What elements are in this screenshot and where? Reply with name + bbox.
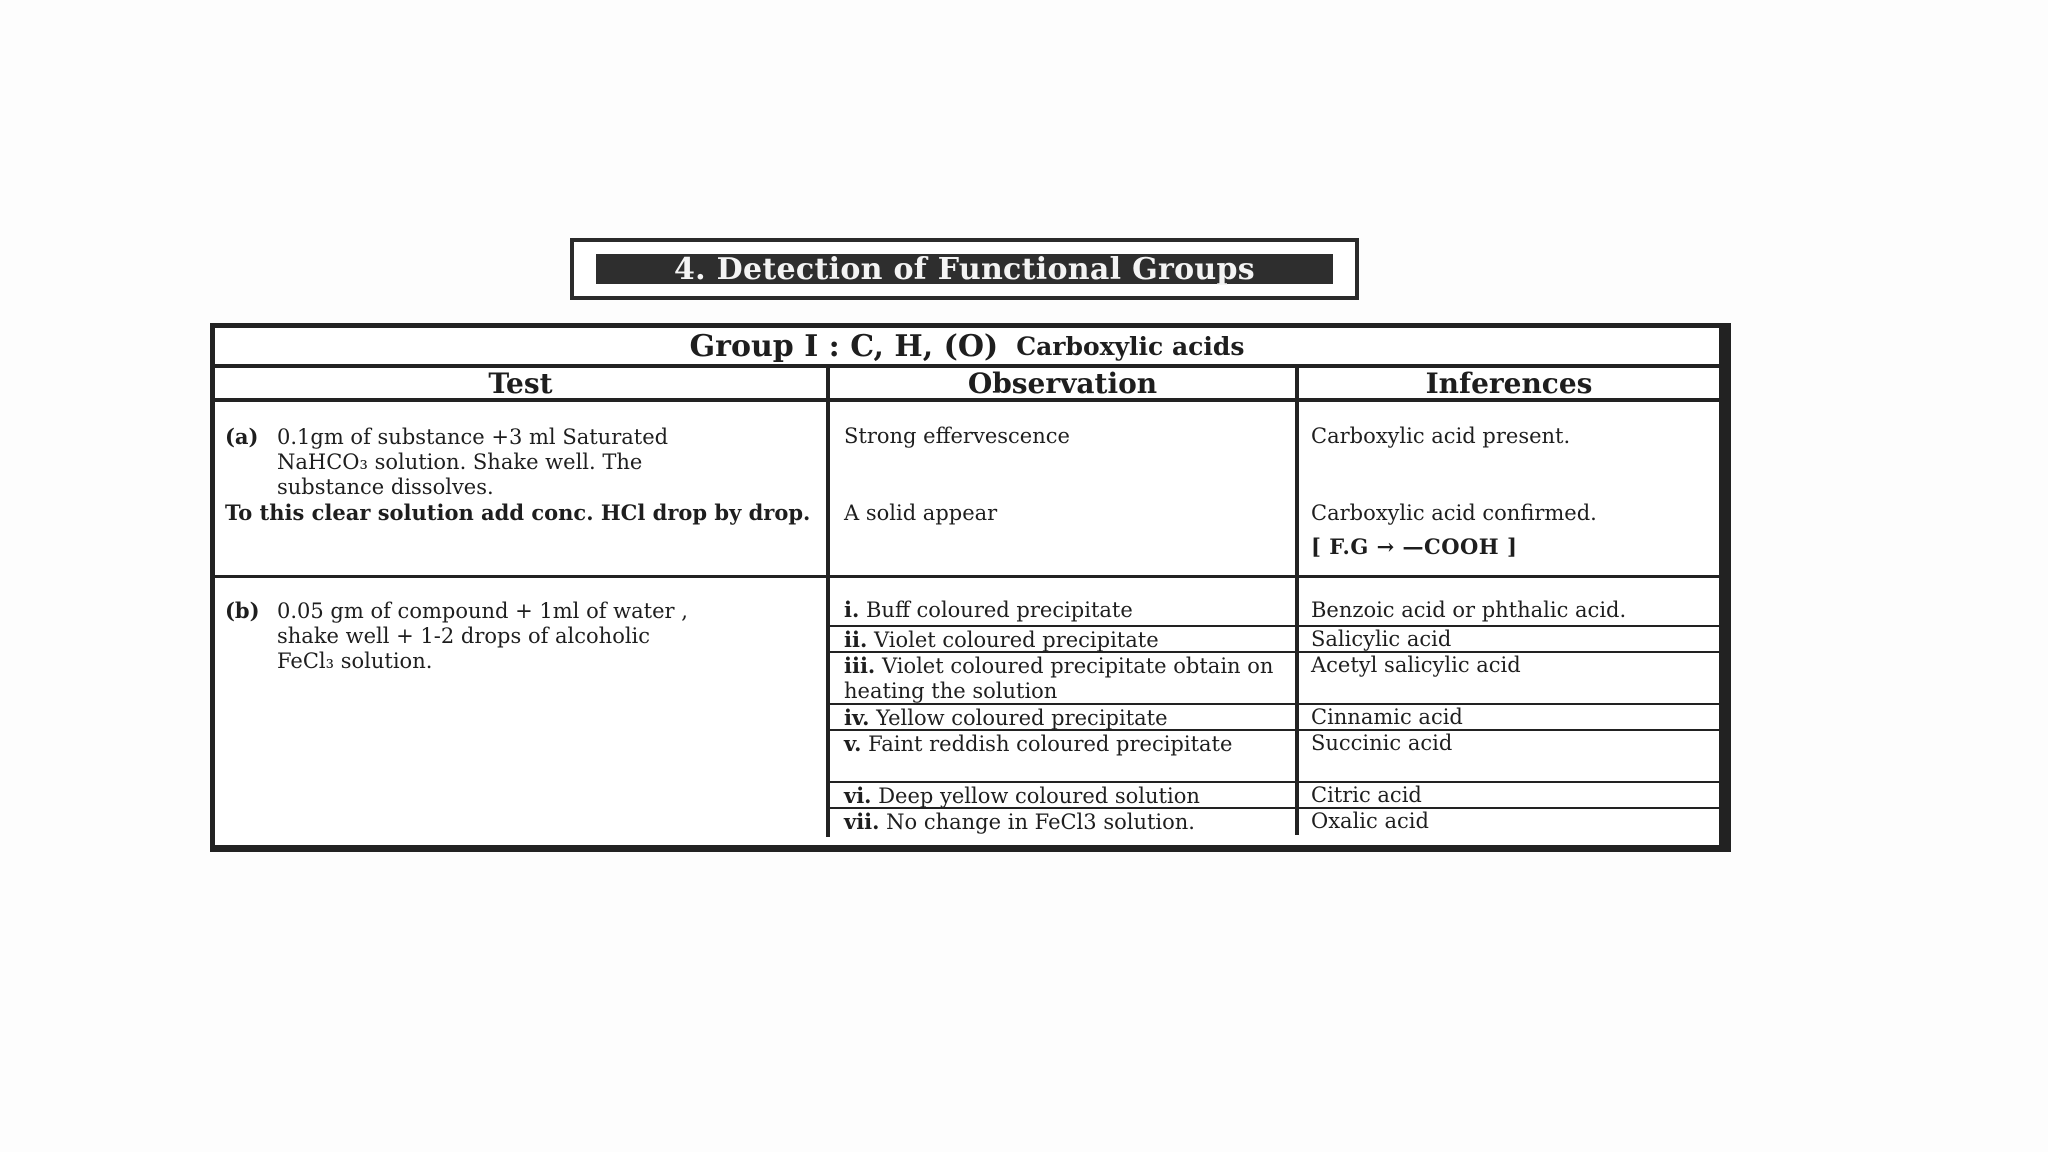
test-b-cell (215, 578, 830, 837)
observation-a-cell (830, 402, 1299, 575)
group-subtitle: Carboxylic acids (1016, 331, 1245, 361)
row-number: vii. (844, 809, 880, 834)
observation-text: Violet coloured precipitate (873, 628, 1159, 652)
observation-text: No change in FeCl3 solution. (886, 810, 1195, 834)
observation-text: Yellow coloured precipitate (876, 706, 1168, 730)
observation-a1: Strong effervescence (844, 424, 1070, 448)
test-b-label: (b) (225, 598, 260, 623)
inference-a2: Carboxylic acid confirmed. (1311, 501, 1597, 525)
test-a-cell (215, 402, 830, 575)
inference-text: Citric acid (1311, 783, 1422, 807)
column-header-test: Test (215, 368, 830, 398)
inference-text: Oxalic acid (1311, 809, 1429, 833)
column-header-observation: Observation (830, 368, 1299, 398)
fecl3-results-subtable (830, 578, 1719, 837)
table-row (830, 653, 1719, 705)
observation-text: Deep yellow coloured solution (878, 784, 1200, 808)
table-row (830, 783, 1719, 809)
group-heading (215, 328, 1719, 368)
table-row-a (215, 402, 1719, 578)
inference-text: Benzoic acid or phthalic acid. (1311, 598, 1627, 622)
inference-text: Acetyl salicylic acid (1311, 653, 1521, 677)
column-headers (215, 368, 1719, 402)
row-number: i. (844, 597, 860, 622)
row-number: ii. (844, 627, 868, 652)
row-number: vi. (844, 783, 872, 808)
inference-text: Cinnamic acid (1311, 705, 1463, 729)
test-b-line1: 0.05 gm of compound + 1ml of water , (277, 599, 688, 623)
row-number: iii. (844, 653, 876, 678)
group-label: Group I : C, H, (O) (689, 328, 999, 364)
column-header-inferences: Inferences (1425, 366, 1593, 400)
title-frame (570, 238, 1359, 300)
observation-a2: A solid appear (844, 501, 998, 525)
table-row (830, 578, 1719, 627)
observation-text: Violet coloured precipitate obtain on heating the solution (844, 654, 1274, 703)
test-a-label: (a) (225, 424, 259, 449)
test-b-line3: FeCl₃ solution. (277, 649, 433, 673)
table-row (830, 705, 1719, 731)
test-a-line3: substance dissolves. (277, 475, 494, 499)
functional-group-formula: [ F.G → —COOH ] (1311, 534, 1518, 559)
observation-text: Faint reddish coloured precipitate (868, 732, 1233, 756)
table-row (830, 731, 1719, 783)
table-row-b (215, 578, 1719, 837)
inference-text: Salicylic acid (1311, 627, 1452, 651)
inference-a1: Carboxylic acid present. (1311, 424, 1571, 448)
test-a-line2: NaHCO₃ solution. Shake well. The (277, 450, 643, 474)
table-row (830, 809, 1719, 835)
page-title: 4. Detection of Functional Groups (596, 254, 1333, 284)
test-a-instruction: To this clear solution add conc. HCl drop by drop. (225, 500, 811, 525)
row-number: iv. (844, 705, 870, 730)
test-b-line2: shake well + 1-2 drops of alcoholic (277, 624, 651, 648)
test-a-line1: 0.1gm of substance +3 ml Saturated (277, 425, 669, 449)
observation-text: Buff coloured precipitate (865, 598, 1133, 622)
functional-groups-table (210, 323, 1731, 852)
inference-text: Succinic acid (1311, 731, 1453, 755)
inference-a-cell (1299, 402, 1719, 575)
row-number: v. (844, 731, 862, 756)
table-row (830, 627, 1719, 653)
